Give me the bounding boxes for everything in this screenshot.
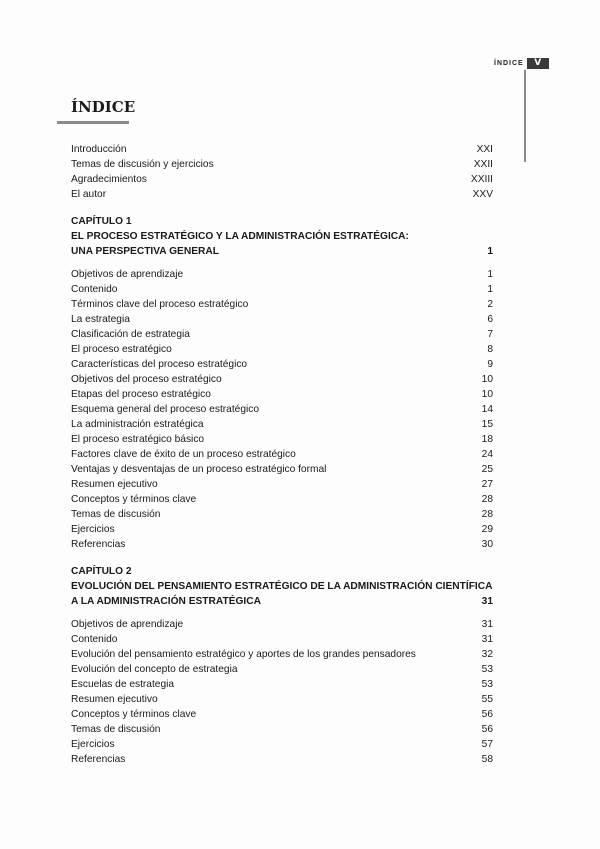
- toc-entry-page: 58: [481, 754, 493, 765]
- chapter-title-line: EVOLUCIÓN DEL PENSAMIENTO ESTRATÉGICO DE LA ADMINISTRACIÓN CIENTÍFICA: [71, 581, 493, 592]
- toc-entry-label: Factores clave de éxito de un proceso estratégico: [71, 449, 296, 460]
- toc-entry[interactable]: [71, 632, 493, 647]
- toc-entry-label: Objetivos del proceso estratégico: [71, 374, 222, 385]
- chapter-title-line: A LA ADMINISTRACIÓN ESTRATÉGICA: [71, 596, 261, 607]
- toc-entry-label: Características del proceso estratégico: [71, 359, 248, 370]
- toc-entry-label: Temas de discusión y ejercicios: [71, 159, 214, 170]
- title-underline: [57, 121, 129, 124]
- toc-entry-page: 10: [481, 389, 493, 400]
- toc-entry-label: Contenido: [71, 634, 118, 645]
- toc-entry[interactable]: [71, 157, 493, 172]
- toc-entry-label: Objetivos de aprendizaje: [71, 269, 184, 280]
- toc-entry-page: XXI: [476, 144, 493, 155]
- toc-entry-label: El proceso estratégico: [71, 344, 172, 355]
- toc-entry-label: Evolución del concepto de estrategia: [71, 664, 238, 675]
- toc-entry-page: 56: [481, 709, 493, 720]
- toc-entry-page: 25: [481, 464, 493, 475]
- toc-entry-label: Evolución del pensamiento estratégico y aportes de los grandes pensadores: [71, 649, 416, 660]
- toc-entry-page: 31: [481, 619, 493, 630]
- toc-entry[interactable]: [71, 267, 493, 282]
- toc-entry[interactable]: [71, 477, 493, 492]
- toc-entry-page: 27: [481, 479, 493, 490]
- toc-entry-label: Ventajas y desventajas de un proceso estratégico formal: [71, 464, 327, 475]
- toc-entry-label: Resumen ejecutivo: [71, 479, 158, 490]
- toc-entry[interactable]: [71, 187, 493, 202]
- toc-entry[interactable]: [71, 662, 493, 677]
- toc-entry-label: Referencias: [71, 539, 126, 550]
- toc-entry-page: 31: [481, 634, 493, 645]
- toc-entry-page: XXV: [472, 189, 493, 200]
- toc-entry[interactable]: [71, 507, 493, 522]
- toc-entry-label: Temas de discusión: [71, 724, 161, 735]
- toc-entry-page: 55: [481, 694, 493, 705]
- toc-entry-page: 14: [481, 404, 493, 415]
- toc-entry-label: Introducción: [71, 144, 127, 155]
- toc-entry-label: Conceptos y términos clave: [71, 709, 197, 720]
- toc-entry-label: Referencias: [71, 754, 126, 765]
- toc-entry[interactable]: [71, 752, 493, 767]
- running-head-label: ÍNDICE: [494, 60, 524, 67]
- toc-entry[interactable]: [71, 462, 493, 477]
- toc-entry[interactable]: [71, 447, 493, 462]
- toc-entry-page: 8: [487, 344, 493, 355]
- toc-entry[interactable]: [71, 172, 493, 187]
- toc-entry-label: La estrategia: [71, 314, 130, 325]
- toc-entry-label: La administración estratégica: [71, 419, 204, 430]
- toc-entry[interactable]: [71, 297, 493, 312]
- page-title: ÍNDICE: [71, 98, 136, 116]
- toc-entry[interactable]: [71, 707, 493, 722]
- toc-entry-page: 29: [481, 524, 493, 535]
- toc-entry-page: 9: [487, 359, 493, 370]
- toc-entry[interactable]: [71, 492, 493, 507]
- toc-entry[interactable]: [71, 647, 493, 662]
- toc-entry-page: 53: [481, 664, 493, 675]
- toc-entry[interactable]: [71, 432, 493, 447]
- toc-entry-page: 56: [481, 724, 493, 735]
- toc-entry[interactable]: [71, 417, 493, 432]
- toc-entry-page: 30: [481, 539, 493, 550]
- chapter-heading: CAPÍTULO 1: [71, 216, 132, 227]
- margin-rule: [524, 70, 526, 162]
- toc-entry-label: Temas de discusión: [71, 509, 161, 520]
- toc-entry-label: El autor: [71, 189, 107, 200]
- chapter-title-last[interactable]: [71, 244, 493, 259]
- toc-entry[interactable]: [71, 402, 493, 417]
- running-head: [494, 58, 549, 69]
- front-matter-list: [71, 142, 493, 202]
- table-of-contents: [71, 142, 493, 767]
- chapter-page: 1: [487, 246, 493, 257]
- toc-entry-label: Resumen ejecutivo: [71, 694, 158, 705]
- toc-entry-page: 18: [481, 434, 493, 445]
- toc-entry-page: 1: [487, 269, 493, 280]
- toc-entry-page: 28: [481, 509, 493, 520]
- toc-entry-page: 7: [487, 329, 493, 340]
- toc-entry-page: 53: [481, 679, 493, 690]
- toc-entry-label: Ejercicios: [71, 739, 115, 750]
- toc-entry-label: Agradecimientos: [71, 174, 147, 185]
- toc-entry[interactable]: [71, 737, 493, 752]
- toc-entry-page: 10: [481, 374, 493, 385]
- toc-entry-label: Términos clave del proceso estratégico: [71, 299, 249, 310]
- toc-entry[interactable]: [71, 342, 493, 357]
- toc-entry[interactable]: [71, 537, 493, 552]
- toc-entry[interactable]: [71, 387, 493, 402]
- toc-entry-page: XXII: [473, 159, 493, 170]
- toc-entry-page: 32: [481, 649, 493, 660]
- toc-entry-page: 24: [481, 449, 493, 460]
- chapter-heading: CAPÍTULO 2: [71, 566, 132, 577]
- chapter-title-last[interactable]: [71, 594, 493, 609]
- toc-entry[interactable]: [71, 617, 493, 632]
- toc-entry-label: Escuelas de estrategia: [71, 679, 175, 690]
- toc-entry-label: El proceso estratégico básico: [71, 434, 205, 445]
- toc-entry[interactable]: [71, 327, 493, 342]
- toc-entry-page: XXIII: [470, 174, 493, 185]
- toc-entry-label: Clasificación de estrategia: [71, 329, 190, 340]
- toc-entry[interactable]: [71, 372, 493, 387]
- chapter-title-line: UNA PERSPECTIVA GENERAL: [71, 246, 219, 257]
- toc-entry[interactable]: [71, 692, 493, 707]
- chapter-2: [71, 564, 493, 767]
- toc-entry-page: 28: [481, 494, 493, 505]
- toc-entry-label: Ejercicios: [71, 524, 115, 535]
- toc-entry-page: 6: [487, 314, 493, 325]
- toc-entry-label: Objetivos de aprendizaje: [71, 619, 184, 630]
- toc-entry-label: Contenido: [71, 284, 118, 295]
- toc-entry[interactable]: [71, 522, 493, 537]
- toc-entry-label: Esquema general del proceso estratégico: [71, 404, 260, 415]
- toc-entry[interactable]: [71, 722, 493, 737]
- toc-entry-page: 1: [487, 284, 493, 295]
- toc-entry-page: 15: [481, 419, 493, 430]
- toc-entry-page: 57: [481, 739, 493, 750]
- toc-entry[interactable]: [71, 357, 493, 372]
- toc-entry[interactable]: [71, 142, 493, 157]
- chapter-1: [71, 214, 493, 552]
- page-number-badge: V: [527, 58, 549, 69]
- toc-entry-label: Etapas del proceso estratégico: [71, 389, 211, 400]
- chapter-page: 31: [481, 596, 493, 607]
- toc-entry-label: Conceptos y términos clave: [71, 494, 197, 505]
- chapter-title-line: EL PROCESO ESTRATÉGICO Y LA ADMINISTRACIÓN ESTRATÉGICA:: [71, 231, 409, 242]
- toc-entry[interactable]: [71, 677, 493, 692]
- toc-entry[interactable]: [71, 282, 493, 297]
- toc-entry-page: 2: [487, 299, 493, 310]
- toc-entry[interactable]: [71, 312, 493, 327]
